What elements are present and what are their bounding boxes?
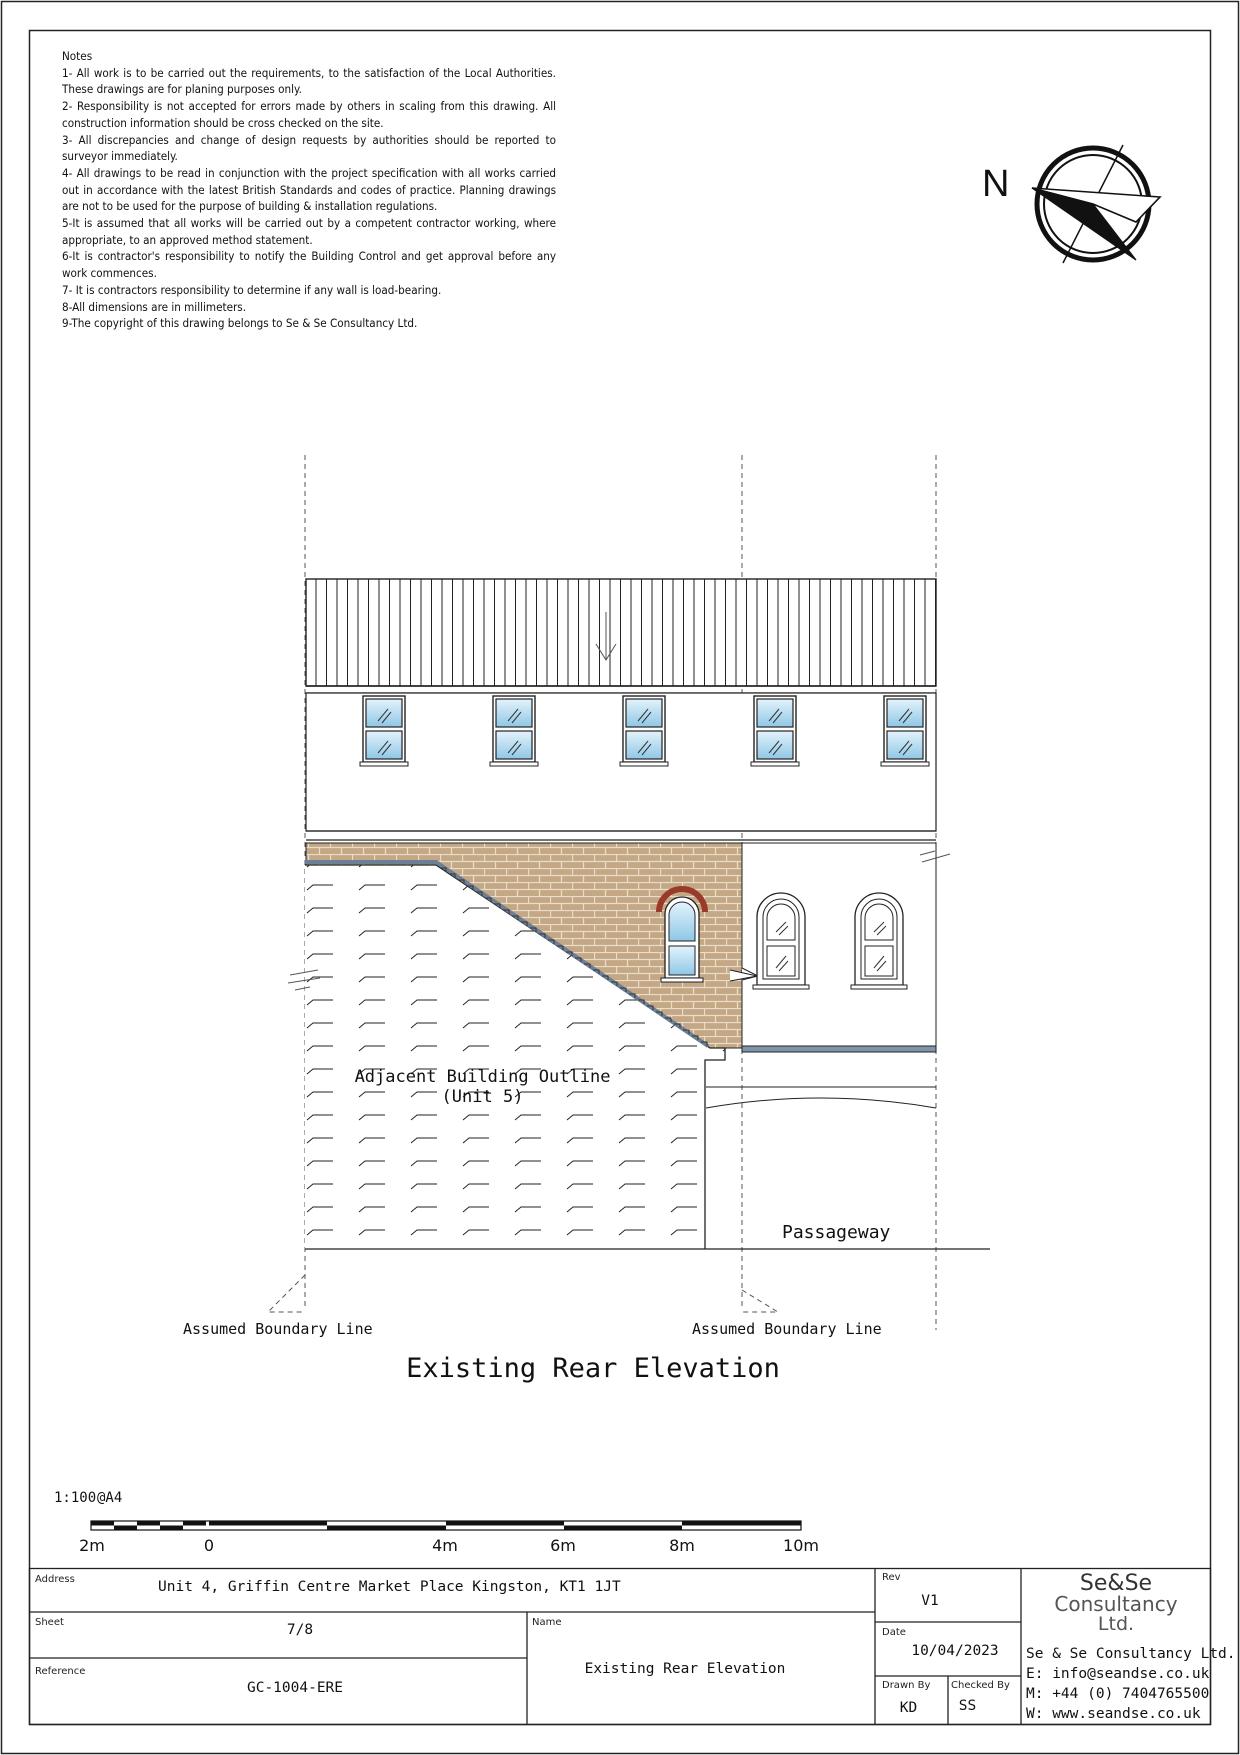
rev-value: V1 (921, 1593, 939, 1609)
scale-tick-label: 6m (550, 1536, 576, 1555)
notes-heading: Notes (62, 49, 93, 63)
scale-paper-size: @A4 (97, 1490, 123, 1506)
note-item: 8-All dimensions are in millimeters. (62, 299, 247, 314)
date-label: Date (882, 1627, 906, 1638)
scale-ratio: 1:100 (54, 1490, 97, 1506)
scale-tick-label: 4m (432, 1536, 458, 1555)
boundary-label-right: Assumed Boundary Line (692, 1320, 882, 1338)
name-label: Name (532, 1617, 562, 1628)
scale-tick-label: 10m (783, 1536, 819, 1555)
scale-bar (91, 1521, 801, 1530)
scale-segment (446, 1521, 564, 1526)
note-item: 1- All work is to be carried out the requirements, to the satisfaction of the Local Authorities. These drawings are for planing purposes only. (62, 65, 556, 97)
upper-window (360, 696, 408, 766)
company-logo (1022, 1571, 1210, 1635)
scale-segment (682, 1521, 801, 1526)
adjacent-building-label (330, 1067, 635, 1107)
logo-line-3: Ltd. (1097, 1613, 1135, 1635)
scale-segment (209, 1521, 327, 1526)
company-email: E: info@seandse.co.uk (1026, 1666, 1210, 1682)
scale-segment (114, 1526, 137, 1531)
rev-label: Rev (882, 1572, 901, 1583)
scale-segment (160, 1526, 183, 1531)
drawn-by-value: KD (899, 1700, 918, 1716)
scale-segment (183, 1521, 206, 1526)
note-item: 9-The copyright of this drawing belongs to Se & Se Consultancy Ltd. (62, 316, 418, 331)
passageway-label: Passageway (782, 1222, 891, 1243)
roof (306, 579, 936, 693)
arched-window (753, 893, 809, 989)
north-arrow-icon (982, 145, 1160, 263)
note-item: 3- All discrepancies and change of design requests by authorities should be reported to surveyor immediately. (62, 132, 556, 164)
sheet-value: 7/8 (286, 1622, 314, 1638)
scale-tick-label: 8m (669, 1536, 695, 1555)
adjacent-label-line-2: (Unit 5) (441, 1087, 524, 1107)
company-name: Se & Se Consultancy Ltd. (1026, 1646, 1236, 1662)
address-label: Address (35, 1574, 75, 1585)
scale-tick-label: 0 (203, 1536, 215, 1555)
reference-label: Reference (35, 1666, 86, 1677)
drawing-title: Existing Rear Elevation (406, 1353, 780, 1384)
note-item: 2- Responsibility is not accepted for errors made by others in scaling from this drawing. All construction information should be cross checked on the site. (62, 99, 556, 130)
logo-line-2: Consultancy (1054, 1592, 1178, 1616)
general-notes (62, 48, 556, 332)
date-value: 10/04/2023 (911, 1643, 999, 1659)
scale-segment (137, 1521, 160, 1526)
logo-line-1: Se&Se (1079, 1571, 1153, 1596)
drawn-by-label: Drawn By (882, 1680, 931, 1691)
note-item: 6-It is contractor's responsibility to notify the Building Control and get approval before any work commences. (62, 249, 556, 281)
scale-tick-label: 2m (79, 1536, 105, 1555)
upper-window (620, 696, 668, 766)
scale-segment (327, 1526, 446, 1531)
scale-segment (91, 1521, 114, 1526)
note-item: 4- All drawings to be read in conjunction with the project specification with all works carried out in accordance with the latest British Standards and codes of practice. Planning drawings are not to be used for the purpose of building & installation regulations. (62, 165, 556, 214)
company-web: W: www.seandse.co.uk (1026, 1706, 1201, 1722)
arched-window (851, 893, 907, 989)
checked-by-label: Checked By (951, 1680, 1010, 1691)
address-value: Unit 4, Griffin Centre Market Place Kingston, KT1 1JT (158, 1579, 621, 1595)
reference-value: GC-1004-ERE (246, 1680, 344, 1696)
upper-window (751, 696, 799, 766)
adjacent-label-line-1: Adjacent Building Outline (354, 1067, 611, 1087)
scale-segment (564, 1526, 682, 1531)
lintel (742, 1046, 936, 1052)
sheet-label: Sheet (35, 1617, 64, 1628)
note-item: 7- It is contractors responsibility to determine if any wall is load-bearing. (62, 282, 442, 297)
name-value: Existing Rear Elevation (584, 1661, 786, 1677)
company-contact (1026, 1644, 1236, 1724)
boundary-label-left: Assumed Boundary Line (183, 1320, 373, 1338)
passageway (706, 1087, 936, 1108)
note-item: 5-It is assumed that all works will be carried out by a competent contractor working, where appropriate, to an approved method statement. (62, 216, 556, 247)
north-label: N (982, 163, 1010, 205)
checked-by-value: SS (958, 1698, 977, 1714)
company-phone: M: +44 (0) 7404765500 (1026, 1686, 1210, 1702)
upper-window (881, 696, 929, 766)
upper-window (490, 696, 538, 766)
